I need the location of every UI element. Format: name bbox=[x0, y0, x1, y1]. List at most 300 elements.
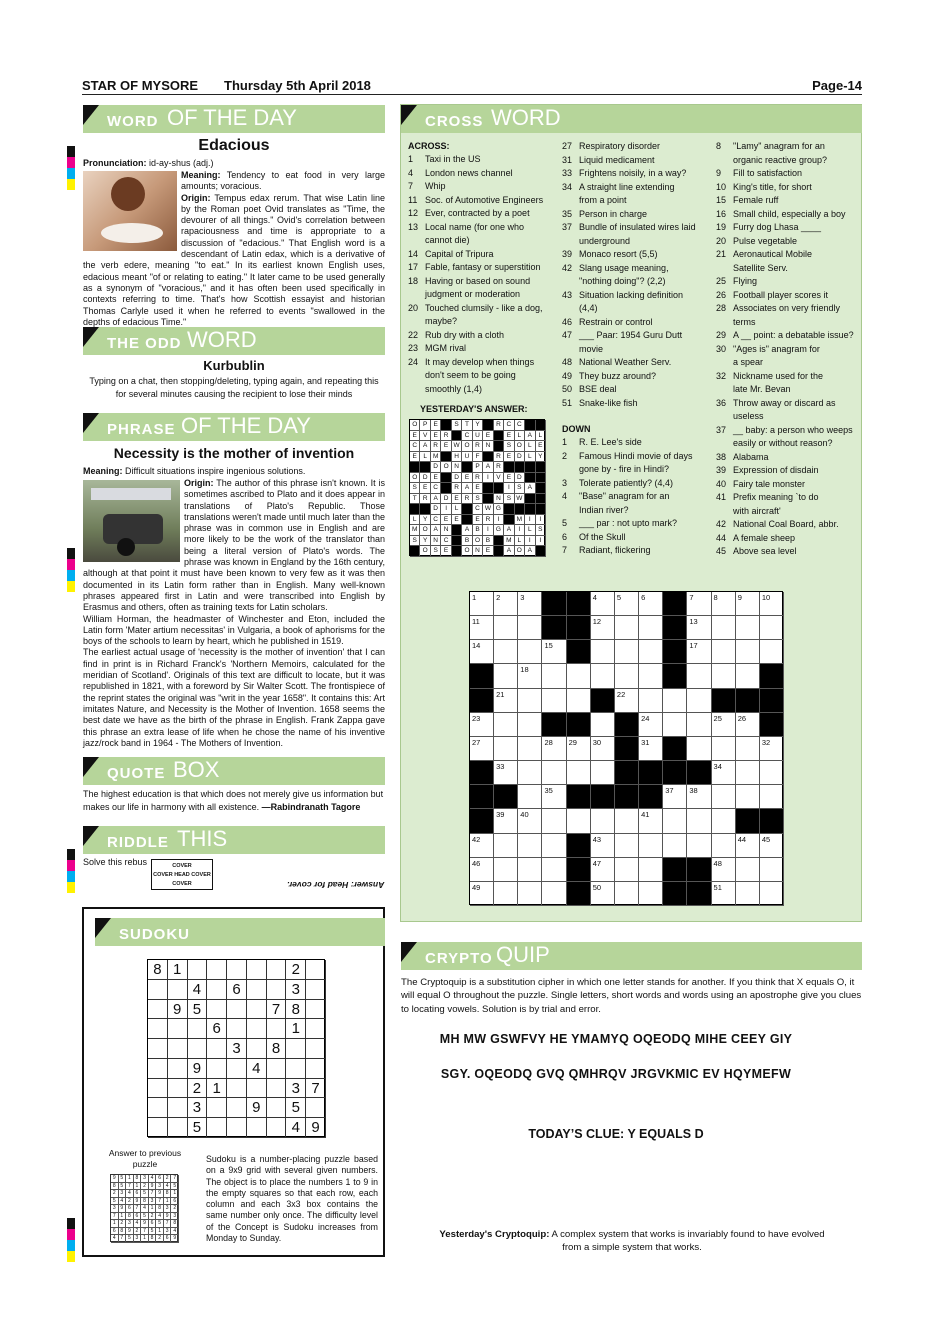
crossword-cell[interactable]: 30 bbox=[591, 737, 615, 761]
clue-number: 2 bbox=[562, 450, 568, 461]
crossword-cell[interactable]: 37 bbox=[663, 785, 687, 809]
sudoku-cell[interactable] bbox=[286, 1059, 306, 1079]
sudoku-cell[interactable] bbox=[306, 980, 326, 1000]
sudoku-cell[interactable] bbox=[227, 960, 247, 980]
crossword-cell[interactable] bbox=[567, 689, 591, 713]
answer-cell: 9 bbox=[149, 1183, 157, 1191]
answer-cell: V bbox=[420, 431, 430, 442]
sudoku-cell[interactable] bbox=[267, 1079, 287, 1099]
sudoku-cell[interactable]: 9 bbox=[306, 1118, 326, 1138]
answer-cell: I bbox=[494, 515, 504, 526]
crossword-cell[interactable] bbox=[615, 640, 639, 664]
clue-line bbox=[408, 288, 556, 302]
crossword-cell[interactable]: 3 bbox=[518, 592, 542, 616]
crossword-cell[interactable] bbox=[494, 640, 518, 664]
sudoku-cell[interactable] bbox=[188, 1019, 208, 1039]
crossword-cell[interactable]: 25 bbox=[712, 713, 736, 737]
crossword-cell[interactable]: 35 bbox=[542, 785, 566, 809]
clue-line bbox=[716, 532, 858, 546]
clue-number: 27 bbox=[562, 141, 573, 151]
crossword-cell[interactable]: 38 bbox=[687, 785, 711, 809]
clue-text: Person in charge bbox=[579, 208, 648, 219]
crossword-cell[interactable] bbox=[736, 737, 760, 761]
answer-cell: 9 bbox=[171, 1235, 179, 1243]
sudoku-cell[interactable] bbox=[207, 980, 227, 1000]
sudoku-cell[interactable]: 7 bbox=[267, 1000, 287, 1020]
clue-text: Fill to satisfaction bbox=[733, 168, 803, 178]
black-square bbox=[663, 737, 687, 761]
answer-cell bbox=[483, 452, 493, 463]
crossword-cell[interactable]: 42 bbox=[470, 834, 494, 858]
clue-text: easily or without reason? bbox=[733, 438, 833, 448]
crossword-cell[interactable] bbox=[494, 858, 518, 882]
clue-text: Tolerate patiently? (4,4) bbox=[579, 477, 674, 488]
answer-cell: 8 bbox=[111, 1183, 119, 1191]
sudoku-cell[interactable] bbox=[227, 1019, 247, 1039]
crossword-cell[interactable] bbox=[736, 858, 760, 882]
clue-number: 3 bbox=[562, 477, 568, 488]
crossword-cell[interactable] bbox=[760, 882, 784, 906]
band-title: RIDDLE bbox=[107, 834, 169, 851]
sudoku-cell[interactable] bbox=[227, 1118, 247, 1138]
sudoku-cell[interactable] bbox=[267, 1118, 287, 1138]
sudoku-cell[interactable] bbox=[148, 1000, 168, 1020]
sudoku-cell[interactable] bbox=[247, 1039, 267, 1059]
clue-line bbox=[408, 221, 556, 235]
crossword-cell[interactable] bbox=[518, 640, 542, 664]
down-clues-col2 bbox=[562, 436, 710, 558]
sudoku-cell[interactable]: 3 bbox=[227, 1039, 247, 1059]
crossword-cell[interactable] bbox=[615, 616, 639, 640]
band-title: THE ODD bbox=[107, 335, 182, 352]
sudoku-cell[interactable] bbox=[306, 1098, 326, 1118]
sudoku-cell[interactable] bbox=[168, 1098, 188, 1118]
crossword-cell[interactable]: 24 bbox=[639, 713, 663, 737]
crossword-cell[interactable] bbox=[736, 616, 760, 640]
answer-cell: 3 bbox=[134, 1235, 142, 1243]
sudoku-cell[interactable] bbox=[247, 1079, 267, 1099]
crossword-cell[interactable] bbox=[712, 664, 736, 688]
crossword-cell[interactable] bbox=[494, 664, 518, 688]
sudoku-cell[interactable] bbox=[227, 1079, 247, 1099]
answer-cell: 4 bbox=[171, 1228, 179, 1236]
crossword-cell[interactable] bbox=[567, 664, 591, 688]
crossword-cell[interactable] bbox=[591, 761, 615, 785]
crossword-cell[interactable] bbox=[712, 616, 736, 640]
black-square bbox=[760, 689, 784, 713]
answer-cell bbox=[525, 494, 535, 505]
crossword-cell[interactable] bbox=[494, 882, 518, 906]
sudoku-cell[interactable] bbox=[227, 1098, 247, 1118]
answer-cell: S bbox=[473, 494, 483, 505]
sudoku-cell[interactable] bbox=[207, 960, 227, 980]
clue-text: Furry dog Lhasa ____ bbox=[733, 222, 822, 232]
meaning-text: Tendency to eat food in very large amounts; voracious. bbox=[181, 170, 385, 192]
answer-cell bbox=[420, 504, 430, 515]
answer-cell bbox=[483, 494, 493, 505]
crossword-cell[interactable]: 10 bbox=[760, 592, 784, 616]
crossword-cell[interactable] bbox=[687, 809, 711, 833]
answer-cell: E bbox=[452, 515, 462, 526]
crossword-cell[interactable] bbox=[591, 664, 615, 688]
sudoku-cell[interactable] bbox=[168, 980, 188, 1000]
issue-date: Thursday 5th April 2018 bbox=[224, 78, 371, 93]
crossword-cell[interactable] bbox=[663, 834, 687, 858]
answer-cell: S bbox=[410, 536, 420, 547]
crossword-cell[interactable] bbox=[591, 713, 615, 737]
sudoku-cell[interactable] bbox=[168, 1079, 188, 1099]
clue-number: 22 bbox=[408, 329, 419, 340]
crossword-cell[interactable] bbox=[494, 737, 518, 761]
clue-number: 26 bbox=[716, 289, 727, 300]
crossword-cell[interactable] bbox=[760, 761, 784, 785]
clue-number: 1 bbox=[408, 154, 414, 164]
clue-number: 47 bbox=[562, 330, 573, 340]
clue-number: 29 bbox=[716, 330, 727, 340]
crossword-cell[interactable]: 4 bbox=[591, 592, 615, 616]
crossword-cell[interactable]: 45 bbox=[760, 834, 784, 858]
sudoku-cell[interactable] bbox=[286, 1039, 306, 1059]
crossword-cell[interactable] bbox=[494, 713, 518, 737]
sudoku-cell[interactable]: 9 bbox=[188, 1059, 208, 1079]
crossword-cell[interactable] bbox=[542, 834, 566, 858]
sudoku-cell[interactable]: 5 bbox=[188, 1118, 208, 1138]
answer-cell: 1 bbox=[156, 1228, 164, 1236]
sudoku-cell[interactable]: 8 bbox=[267, 1039, 287, 1059]
crossword-cell[interactable]: 41 bbox=[639, 809, 663, 833]
crossword-cell[interactable]: 29 bbox=[567, 737, 591, 761]
crossword-cell[interactable] bbox=[712, 785, 736, 809]
crossword-cell[interactable] bbox=[615, 858, 639, 882]
crossword-cell[interactable] bbox=[518, 689, 542, 713]
crossword-cell[interactable]: 31 bbox=[639, 737, 663, 761]
sudoku-cell[interactable]: 8 bbox=[286, 1000, 306, 1020]
crossword-cell[interactable]: 11 bbox=[470, 616, 494, 640]
sudoku-cell[interactable] bbox=[148, 1098, 168, 1118]
sudoku-cell[interactable] bbox=[148, 1039, 168, 1059]
sudoku-cell[interactable] bbox=[168, 1039, 188, 1059]
clue-line bbox=[562, 140, 710, 154]
sudoku-cell[interactable] bbox=[207, 1098, 227, 1118]
sudoku-cell[interactable] bbox=[207, 1039, 227, 1059]
sudoku-cell[interactable]: 3 bbox=[188, 1098, 208, 1118]
crossword-cell[interactable] bbox=[736, 640, 760, 664]
answer-cell bbox=[483, 483, 493, 494]
crossword-cell[interactable]: 12 bbox=[591, 616, 615, 640]
sudoku-cell[interactable] bbox=[148, 1019, 168, 1039]
sudoku-cell[interactable] bbox=[306, 1019, 326, 1039]
answer-cell: M bbox=[410, 525, 420, 536]
crossword-cell[interactable]: 33 bbox=[494, 761, 518, 785]
clue-number: 12 bbox=[408, 208, 419, 218]
crossword-cell[interactable]: 50 bbox=[591, 882, 615, 906]
crossword-cell[interactable] bbox=[494, 616, 518, 640]
sudoku-cell[interactable] bbox=[267, 960, 287, 980]
clue-line bbox=[562, 208, 710, 222]
answer-cell: 3 bbox=[141, 1175, 149, 1183]
origin-text-2: William Horman, the headmaster of Winchester and Eton, included the Latin form 'Mater artium necessitas' in Vulgaria, a book of aphorisms for the boys of the schools to learn by heart, which he published in 1519. bbox=[83, 613, 385, 647]
sudoku-cell[interactable] bbox=[168, 1019, 188, 1039]
answer-cell: N bbox=[452, 462, 462, 473]
crossword-cell[interactable] bbox=[518, 834, 542, 858]
answer-cell: 2 bbox=[171, 1205, 179, 1213]
sudoku-cell[interactable]: 4 bbox=[188, 980, 208, 1000]
crossword-cell[interactable] bbox=[712, 809, 736, 833]
sudoku-cell[interactable]: 4 bbox=[286, 1118, 306, 1138]
answer-cell: A bbox=[525, 431, 535, 442]
sudoku-cell[interactable]: 1 bbox=[168, 960, 188, 980]
crossword-cell[interactable]: 39 bbox=[494, 809, 518, 833]
crossword-cell[interactable] bbox=[760, 785, 784, 809]
crossword-cell[interactable] bbox=[760, 616, 784, 640]
sudoku-cell[interactable] bbox=[247, 1019, 267, 1039]
crossword-cell[interactable] bbox=[615, 664, 639, 688]
sudoku-cell[interactable]: 9 bbox=[247, 1098, 267, 1118]
clue-text: "Base" anagram for an bbox=[579, 491, 670, 501]
crossword-cell[interactable]: 17 bbox=[687, 640, 711, 664]
crossword-cell[interactable] bbox=[760, 858, 784, 882]
yesterday-answer-grid bbox=[409, 419, 545, 556]
answer-cell: 5 bbox=[119, 1183, 127, 1191]
crossword-grid[interactable] bbox=[469, 591, 783, 905]
crossword-cell[interactable]: 23 bbox=[470, 713, 494, 737]
crossword-cell[interactable] bbox=[518, 616, 542, 640]
sudoku-cell[interactable] bbox=[267, 1059, 287, 1079]
sudoku-cell[interactable] bbox=[306, 1000, 326, 1020]
sudoku-cell[interactable] bbox=[207, 1118, 227, 1138]
answer-cell: N bbox=[473, 546, 483, 557]
clue-text: London news channel bbox=[425, 167, 513, 178]
answer-cell: 3 bbox=[164, 1205, 172, 1213]
crossword-cell[interactable] bbox=[639, 858, 663, 882]
sudoku-cell[interactable]: 4 bbox=[247, 1059, 267, 1079]
crossword-cell[interactable] bbox=[639, 834, 663, 858]
sudoku-cell[interactable] bbox=[247, 1000, 267, 1020]
answer-cell: 1 bbox=[164, 1198, 172, 1206]
crossword-cell[interactable] bbox=[712, 737, 736, 761]
sudoku-cell[interactable]: 2 bbox=[286, 960, 306, 980]
crossword-cell[interactable]: 13 bbox=[687, 616, 711, 640]
sudoku-cell[interactable] bbox=[267, 1019, 287, 1039]
sudoku-cell[interactable]: 9 bbox=[168, 1000, 188, 1020]
sudoku-cell[interactable] bbox=[168, 1118, 188, 1138]
sudoku-cell[interactable] bbox=[207, 1000, 227, 1020]
sudoku-cell[interactable] bbox=[207, 1059, 227, 1079]
crossword-cell[interactable] bbox=[518, 882, 542, 906]
crossword-cell[interactable]: 28 bbox=[542, 737, 566, 761]
crossword-cell[interactable]: 18 bbox=[518, 664, 542, 688]
sudoku-cell[interactable]: 6 bbox=[227, 980, 247, 1000]
crossword-cell[interactable] bbox=[567, 809, 591, 833]
clue-number: 10 bbox=[716, 181, 727, 192]
clue-number: 32 bbox=[716, 370, 727, 381]
sudoku-cell[interactable] bbox=[148, 1118, 168, 1138]
sudoku-cell[interactable] bbox=[188, 960, 208, 980]
black-square bbox=[470, 809, 494, 833]
answer-cell: E bbox=[441, 546, 451, 557]
sudoku-cell[interactable] bbox=[247, 980, 267, 1000]
sudoku-cell[interactable]: 1 bbox=[286, 1019, 306, 1039]
crossword-cell[interactable] bbox=[542, 761, 566, 785]
crossword-cell[interactable]: 40 bbox=[518, 809, 542, 833]
answer-cell: B bbox=[483, 536, 493, 547]
clue-text: Prefix meaning `to do bbox=[733, 492, 819, 502]
crossword-cell[interactable] bbox=[712, 640, 736, 664]
quote-band bbox=[83, 757, 385, 785]
crossword-cell[interactable]: 32 bbox=[760, 737, 784, 761]
crossword-cell[interactable] bbox=[639, 882, 663, 906]
crossword-cell[interactable]: 14 bbox=[470, 640, 494, 664]
clue-number: 6 bbox=[562, 531, 568, 542]
crossword-cell[interactable] bbox=[687, 713, 711, 737]
sudoku-cell[interactable] bbox=[247, 960, 267, 980]
crossword-cell[interactable]: 21 bbox=[494, 689, 518, 713]
answer-cell: C bbox=[431, 515, 441, 526]
clue-number: 33 bbox=[562, 168, 573, 178]
answer-cell: 1 bbox=[134, 1183, 142, 1191]
clue-number: 9 bbox=[716, 168, 722, 178]
sudoku-cell[interactable] bbox=[188, 1039, 208, 1059]
clue-number: 45 bbox=[716, 546, 727, 556]
sudoku-cell[interactable]: 6 bbox=[207, 1019, 227, 1039]
crossword-cell[interactable]: 7 bbox=[687, 592, 711, 616]
crossword-cell[interactable] bbox=[639, 616, 663, 640]
sudoku-cell[interactable] bbox=[148, 980, 168, 1000]
clue-number: 4 bbox=[562, 491, 568, 501]
crossword-cell[interactable] bbox=[687, 689, 711, 713]
crossword-cell[interactable]: 51 bbox=[712, 882, 736, 906]
crossword-cell[interactable]: 46 bbox=[470, 858, 494, 882]
sudoku-cell[interactable] bbox=[227, 1000, 247, 1020]
clue-number: 37 bbox=[562, 222, 573, 232]
answer-cell: 8 bbox=[156, 1205, 164, 1213]
crossword-cell[interactable] bbox=[542, 882, 566, 906]
crossword-cell[interactable]: 49 bbox=[470, 882, 494, 906]
answer-cell: L bbox=[525, 525, 535, 536]
sudoku-cell[interactable] bbox=[148, 1079, 168, 1099]
crossword-cell[interactable] bbox=[518, 761, 542, 785]
sudoku-grid[interactable] bbox=[147, 959, 325, 1137]
band-title: CRYPTO bbox=[425, 950, 493, 967]
crossword-cell[interactable] bbox=[687, 737, 711, 761]
crossword-cell[interactable] bbox=[760, 640, 784, 664]
crossword-cell[interactable] bbox=[663, 809, 687, 833]
crossword-cell[interactable]: 2 bbox=[494, 592, 518, 616]
sudoku-cell[interactable]: 1 bbox=[207, 1079, 227, 1099]
clue-text: Throw away or discard as bbox=[733, 397, 836, 408]
crossword-cell[interactable] bbox=[639, 689, 663, 713]
sudoku-cell[interactable]: 5 bbox=[188, 1000, 208, 1020]
crossword-cell[interactable] bbox=[542, 858, 566, 882]
black-square bbox=[760, 664, 784, 688]
crossword-cell[interactable]: 6 bbox=[639, 592, 663, 616]
crossword-cell[interactable] bbox=[494, 834, 518, 858]
sudoku-cell[interactable] bbox=[247, 1118, 267, 1138]
sudoku-cell[interactable] bbox=[267, 1098, 287, 1118]
crossword-cell[interactable]: 1 bbox=[470, 592, 494, 616]
crossword-cell[interactable] bbox=[639, 664, 663, 688]
crossword-cell[interactable]: 22 bbox=[615, 689, 639, 713]
crossword-cell[interactable]: 27 bbox=[470, 737, 494, 761]
crossword-cell[interactable]: 43 bbox=[591, 834, 615, 858]
answer-cell: L bbox=[452, 504, 462, 515]
crossword-cell[interactable] bbox=[542, 664, 566, 688]
sudoku-cell[interactable] bbox=[306, 1039, 326, 1059]
sudoku-cell[interactable]: 5 bbox=[286, 1098, 306, 1118]
crossword-cell[interactable]: 48 bbox=[712, 858, 736, 882]
crossword-cell[interactable] bbox=[687, 834, 711, 858]
crossword-cell[interactable]: 8 bbox=[712, 592, 736, 616]
answer-cell: 1 bbox=[171, 1190, 179, 1198]
origin-text: The author of this phrase isn't known. It is sometimes ascribed to Plato and it does appear in translations of Plato's Republic. Those translations weren't made until much later than the phrase was in common use in English and are more likely to be the work of the translator than being a literal version of Plato's words. The phrase was known in England by the 16th century, although at that point it must have been known to very few as it was then documented in its Latin form rather than in English. Many well-known phrases appeared first in Latin and were transcribed into English by Erasmus and others, often as training texts for Latin scholars. bbox=[83, 478, 385, 613]
crossword-cell[interactable] bbox=[518, 737, 542, 761]
crossword-cell[interactable] bbox=[663, 713, 687, 737]
crossword-cell[interactable] bbox=[639, 640, 663, 664]
crossword-cell[interactable] bbox=[663, 689, 687, 713]
sudoku-cell[interactable] bbox=[227, 1059, 247, 1079]
answer-cell: 6 bbox=[126, 1205, 134, 1213]
answer-cell: 2 bbox=[141, 1183, 149, 1191]
sudoku-cell[interactable]: 3 bbox=[286, 980, 306, 1000]
crossword-cell[interactable]: 5 bbox=[615, 592, 639, 616]
crossword-cell[interactable]: 34 bbox=[712, 761, 736, 785]
crossword-cell[interactable]: 15 bbox=[542, 640, 566, 664]
sudoku-cell[interactable]: 7 bbox=[306, 1079, 326, 1099]
clue-number: 51 bbox=[562, 397, 573, 408]
crossword-cell[interactable] bbox=[736, 761, 760, 785]
crossword-cell[interactable] bbox=[615, 834, 639, 858]
crossword-cell[interactable]: 47 bbox=[591, 858, 615, 882]
sudoku-cell[interactable] bbox=[267, 980, 287, 1000]
crossword-cell[interactable] bbox=[591, 640, 615, 664]
crossword-cell[interactable]: 26 bbox=[736, 713, 760, 737]
sudoku-cell[interactable] bbox=[168, 1059, 188, 1079]
crossword-cell[interactable] bbox=[518, 713, 542, 737]
crossword-cell[interactable] bbox=[615, 882, 639, 906]
sudoku-cell[interactable] bbox=[306, 960, 326, 980]
answer-cell bbox=[494, 546, 504, 557]
rebus-line: COVER bbox=[172, 881, 192, 887]
sudoku-cell[interactable]: 2 bbox=[188, 1079, 208, 1099]
crossword-cell[interactable] bbox=[615, 809, 639, 833]
clue-text: don't seem to be going bbox=[425, 370, 516, 380]
clue-text: Bundle of insulated wires laid bbox=[579, 222, 696, 232]
crossword-cell[interactable] bbox=[567, 761, 591, 785]
crossword-cell[interactable]: 9 bbox=[736, 592, 760, 616]
sudoku-cell[interactable] bbox=[306, 1059, 326, 1079]
crossword-cell[interactable] bbox=[736, 882, 760, 906]
crossword-cell[interactable] bbox=[736, 664, 760, 688]
answer-cell: F bbox=[473, 452, 483, 463]
crossword-cell[interactable] bbox=[712, 834, 736, 858]
sudoku-cell[interactable] bbox=[148, 1059, 168, 1079]
sudoku-cell[interactable]: 8 bbox=[148, 960, 168, 980]
crossword-cell[interactable] bbox=[687, 664, 711, 688]
clue-text: ___ Paar: 1954 Guru Dutt bbox=[579, 330, 683, 340]
clue-text: smoothly (1,4) bbox=[425, 383, 483, 394]
crossword-cell[interactable] bbox=[518, 858, 542, 882]
crossword-cell[interactable]: 44 bbox=[736, 834, 760, 858]
crossword-cell[interactable] bbox=[518, 785, 542, 809]
crossword-cell[interactable] bbox=[736, 785, 760, 809]
clue-text: useless bbox=[733, 411, 764, 421]
clue-text: Fairy tale monster bbox=[733, 478, 806, 489]
crossword-cell[interactable] bbox=[542, 689, 566, 713]
crossword-cell[interactable] bbox=[591, 809, 615, 833]
crossword-cell[interactable] bbox=[542, 809, 566, 833]
sudoku-cell[interactable]: 3 bbox=[286, 1079, 306, 1099]
answer-cell: D bbox=[515, 473, 525, 484]
